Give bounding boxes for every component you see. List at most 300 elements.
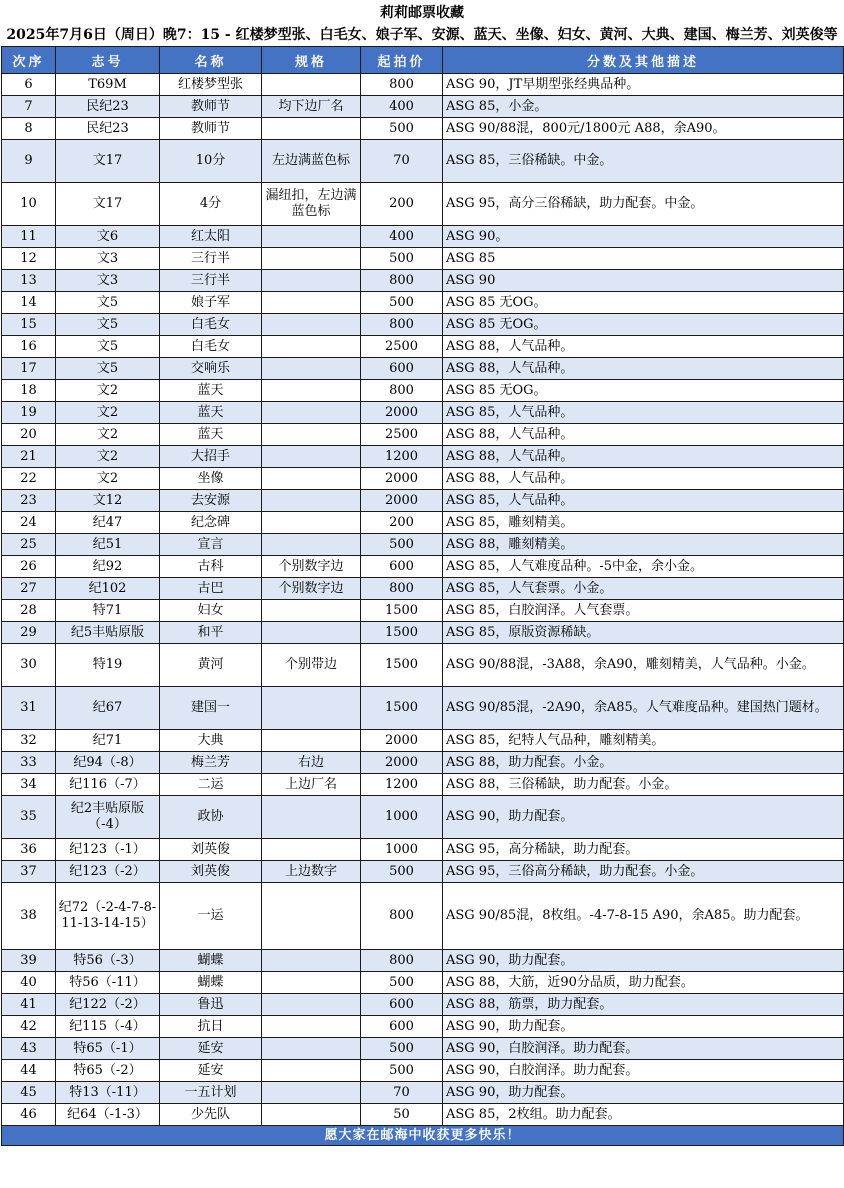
lot-description: ASG 90: [443, 270, 844, 292]
table-row: [2, 796, 844, 839]
lot-code: 文3: [56, 248, 160, 270]
lot-start-price: 800: [361, 314, 443, 336]
column-header-name: 名称: [160, 47, 262, 74]
column-header-spec: 规格: [262, 47, 361, 74]
lot-number: 9: [2, 140, 56, 183]
lot-number: 41: [2, 994, 56, 1016]
table-row: [2, 1060, 844, 1082]
lot-number: 31: [2, 687, 56, 730]
lot-description: ASG 90，白胶润泽。助力配套。: [443, 1060, 844, 1082]
lot-start-price: 800: [361, 380, 443, 402]
table-row: [2, 600, 844, 622]
lot-description: ASG 88，雕刻精美。: [443, 534, 844, 556]
lot-code: 纪92: [56, 556, 160, 578]
lot-name: 妇女: [160, 600, 262, 622]
lot-name: 宣言: [160, 534, 262, 556]
lot-description: ASG 85 无OG。: [443, 380, 844, 402]
lot-code: 特56（-11）: [56, 972, 160, 994]
lot-spec: [262, 1082, 361, 1104]
lot-number: 45: [2, 1082, 56, 1104]
lot-start-price: 800: [361, 950, 443, 972]
lot-number: 42: [2, 1016, 56, 1038]
lot-start-price: 800: [361, 74, 443, 96]
lot-start-price: 500: [361, 292, 443, 314]
table-row: [2, 314, 844, 336]
lot-code: 文2: [56, 468, 160, 490]
lot-spec: [262, 402, 361, 424]
lot-name: 延安: [160, 1038, 262, 1060]
lot-start-price: 2500: [361, 424, 443, 446]
table-row: [2, 248, 844, 270]
table-row: [2, 972, 844, 994]
lot-code: 文17: [56, 183, 160, 226]
table-row: [2, 74, 844, 96]
lot-spec: [262, 380, 361, 402]
lot-description: ASG 85，纪特人气品种，雕刻精美。: [443, 730, 844, 752]
lot-spec: [262, 446, 361, 468]
lot-code: 民纪23: [56, 118, 160, 140]
lot-number: 34: [2, 774, 56, 796]
lot-code: 特65（-1）: [56, 1038, 160, 1060]
table-row: [2, 292, 844, 314]
lot-name: 延安: [160, 1060, 262, 1082]
lot-spec: [262, 839, 361, 861]
lot-code: 文5: [56, 336, 160, 358]
lot-number: 14: [2, 292, 56, 314]
lot-code: 纪122（-2）: [56, 994, 160, 1016]
lot-number: 16: [2, 336, 56, 358]
lot-name: 蝴蝶: [160, 972, 262, 994]
lot-name: 蓝天: [160, 424, 262, 446]
sheet-subtitle: 2025年7月6日（周日）晚7：15 - 红楼梦型张、白毛女、娘子军、安源、蓝天、坐像、妇女、黄河、大典、建国、梅兰芳、刘英俊等: [6, 27, 838, 43]
lot-description: ASG 85 无OG。: [443, 314, 844, 336]
lot-number: 37: [2, 861, 56, 883]
lot-start-price: 70: [361, 140, 443, 183]
lot-number: 28: [2, 600, 56, 622]
lot-name: 娘子军: [160, 292, 262, 314]
column-header-price: 起拍价: [361, 47, 443, 74]
lot-spec: [262, 468, 361, 490]
table-row: [2, 183, 844, 226]
lot-number: 26: [2, 556, 56, 578]
table-row: [2, 96, 844, 118]
lot-start-price: 70: [361, 1082, 443, 1104]
lot-spec: [262, 1038, 361, 1060]
lot-number: 17: [2, 358, 56, 380]
lot-number: 21: [2, 446, 56, 468]
lot-name: 少先队: [160, 1104, 262, 1126]
lot-code: 文2: [56, 402, 160, 424]
lot-code: 纪67: [56, 687, 160, 730]
lot-description: ASG 85，人气品种。: [443, 490, 844, 512]
lot-code: 文5: [56, 292, 160, 314]
table-row: [2, 578, 844, 600]
lot-description: ASG 90，助力配套。: [443, 1016, 844, 1038]
lot-description: ASG 85，人气套票。小金。: [443, 578, 844, 600]
lot-description: ASG 88，人气品种。: [443, 446, 844, 468]
lot-code: 民纪23: [56, 96, 160, 118]
lot-number: 20: [2, 424, 56, 446]
lot-start-price: 2000: [361, 402, 443, 424]
table-row: [2, 512, 844, 534]
lot-number: 15: [2, 314, 56, 336]
lot-start-price: 1500: [361, 644, 443, 687]
lot-start-price: 400: [361, 226, 443, 248]
table-row: [2, 270, 844, 292]
lot-name: 蓝天: [160, 402, 262, 424]
lot-start-price: 1500: [361, 622, 443, 644]
lot-spec: [262, 883, 361, 950]
lot-code: 纪51: [56, 534, 160, 556]
lot-number: 19: [2, 402, 56, 424]
lot-name: 教师节: [160, 96, 262, 118]
lot-description: ASG 95，三俗高分稀缺，助力配套。小金。: [443, 861, 844, 883]
lot-start-price: 500: [361, 861, 443, 883]
lot-number: 25: [2, 534, 56, 556]
lot-name: 和平: [160, 622, 262, 644]
lot-number: 36: [2, 839, 56, 861]
lot-code: 纪5丰贴原版: [56, 622, 160, 644]
lot-start-price: 200: [361, 512, 443, 534]
table-row: [2, 402, 844, 424]
column-header-desc: 分数及其他描述: [443, 47, 844, 74]
lot-start-price: 2000: [361, 730, 443, 752]
lot-code: 纪116（-7）: [56, 774, 160, 796]
lot-code: 特13（-11）: [56, 1082, 160, 1104]
lot-description: ASG 95，高分三俗稀缺，助力配套。中金。: [443, 183, 844, 226]
lot-code: 纪115（-4）: [56, 1016, 160, 1038]
lot-description: ASG 90，白胶润泽。助力配套。: [443, 1038, 844, 1060]
lot-start-price: 1000: [361, 796, 443, 839]
lot-start-price: 500: [361, 118, 443, 140]
lot-description: ASG 88，人气品种。: [443, 336, 844, 358]
lot-name: 4分: [160, 183, 262, 226]
table-row: [2, 1038, 844, 1060]
lot-name: 黄河: [160, 644, 262, 687]
lot-spec: [262, 1016, 361, 1038]
lot-code: 纪94（-8）: [56, 752, 160, 774]
lot-spec: [262, 490, 361, 512]
lot-name: 古科: [160, 556, 262, 578]
column-header-no: 次序: [2, 47, 56, 74]
lot-number: 39: [2, 950, 56, 972]
lot-description: ASG 90，助力配套。: [443, 950, 844, 972]
lot-spec: [262, 74, 361, 96]
lot-number: 18: [2, 380, 56, 402]
table-row: [2, 380, 844, 402]
lot-start-price: 800: [361, 270, 443, 292]
lot-name: 大典: [160, 730, 262, 752]
lot-description: ASG 88，人气品种。: [443, 358, 844, 380]
lot-code: T69M: [56, 74, 160, 96]
lot-number: 40: [2, 972, 56, 994]
lot-spec: [262, 796, 361, 839]
lot-description: ASG 88，大筋，近90分品质，助力配套。: [443, 972, 844, 994]
lot-number: 23: [2, 490, 56, 512]
lot-start-price: 600: [361, 1016, 443, 1038]
lot-spec: [262, 972, 361, 994]
lot-description: ASG 90，助力配套。: [443, 1082, 844, 1104]
footer-row: [2, 1126, 844, 1146]
table-row: [2, 774, 844, 796]
table-row: [2, 1082, 844, 1104]
lot-description: ASG 90/88混，800元/1800元 A88，余A90。: [443, 118, 844, 140]
lot-code: 文5: [56, 314, 160, 336]
lot-spec: [262, 226, 361, 248]
lot-name: 蓝天: [160, 380, 262, 402]
lot-name: 白毛女: [160, 314, 262, 336]
lot-description: ASG 88，筋票，助力配套。: [443, 994, 844, 1016]
lot-start-price: 200: [361, 183, 443, 226]
lot-description: ASG 85，三俗稀缺。中金。: [443, 140, 844, 183]
lot-spec: [262, 950, 361, 972]
lot-name: 二运: [160, 774, 262, 796]
table-header-row: [2, 47, 844, 74]
lot-start-price: 1200: [361, 774, 443, 796]
table-row: [2, 644, 844, 687]
lot-description: ASG 90。: [443, 226, 844, 248]
lot-description: ASG 90/85混，-2A90，余A85。人气难度品种。建国热门题材。: [443, 687, 844, 730]
lot-spec: 个别数字边: [262, 556, 361, 578]
lot-spec: [262, 1060, 361, 1082]
lot-number: 24: [2, 512, 56, 534]
lot-start-price: 800: [361, 578, 443, 600]
table-row: [2, 140, 844, 183]
lot-start-price: 1000: [361, 839, 443, 861]
table-row: [2, 861, 844, 883]
lot-code: 文6: [56, 226, 160, 248]
lot-spec: [262, 512, 361, 534]
lot-name: 去安源: [160, 490, 262, 512]
lot-code: 纪123（-2）: [56, 861, 160, 883]
lot-number: 12: [2, 248, 56, 270]
lot-name: 教师节: [160, 118, 262, 140]
lot-start-price: 2500: [361, 336, 443, 358]
table-row: [2, 1104, 844, 1126]
lot-code: 文12: [56, 490, 160, 512]
lot-description: ASG 90，助力配套。: [443, 796, 844, 839]
lot-spec: [262, 358, 361, 380]
lot-name: 白毛女: [160, 336, 262, 358]
lot-name: 抗日: [160, 1016, 262, 1038]
lot-start-price: 500: [361, 1060, 443, 1082]
lot-start-price: 1200: [361, 446, 443, 468]
table-row: [2, 839, 844, 861]
footer-message: 愿大家在邮海中收获更多快乐！: [2, 1126, 844, 1146]
table-row: [2, 226, 844, 248]
table-row: [2, 556, 844, 578]
lot-name: 红楼梦型张: [160, 74, 262, 96]
lot-spec: 均下边厂名: [262, 96, 361, 118]
lot-spec: 个别数字边: [262, 578, 361, 600]
lot-start-price: 2000: [361, 468, 443, 490]
lot-start-price: 600: [361, 994, 443, 1016]
lot-start-price: 800: [361, 883, 443, 950]
lot-name: 坐像: [160, 468, 262, 490]
table-row: [2, 883, 844, 950]
lot-description: ASG 88，三俗稀缺，助力配套。小金。: [443, 774, 844, 796]
sheet-title: 莉莉邮票收藏: [380, 5, 464, 21]
lot-code: 特71: [56, 600, 160, 622]
lot-name: 梅兰芳: [160, 752, 262, 774]
lot-code: 特65（-2）: [56, 1060, 160, 1082]
lot-name: 刘英俊: [160, 839, 262, 861]
lot-start-price: 50: [361, 1104, 443, 1126]
lot-spec: 上边数字: [262, 861, 361, 883]
lot-number: 11: [2, 226, 56, 248]
table-row: [2, 446, 844, 468]
lot-spec: 上边厂名: [262, 774, 361, 796]
lot-name: 红太阳: [160, 226, 262, 248]
lot-spec: 右边: [262, 752, 361, 774]
lot-code: 纪64（-1-3）: [56, 1104, 160, 1126]
table-row: [2, 687, 844, 730]
lot-spec: [262, 1104, 361, 1126]
lot-number: 29: [2, 622, 56, 644]
lot-code: 文3: [56, 270, 160, 292]
lot-number: 38: [2, 883, 56, 950]
lot-start-price: 500: [361, 248, 443, 270]
table-row: [2, 490, 844, 512]
lot-code: 纪71: [56, 730, 160, 752]
lot-spec: [262, 994, 361, 1016]
lot-name: 纪念碑: [160, 512, 262, 534]
lot-spec: 左边满蓝色标: [262, 140, 361, 183]
lot-description: ASG 88，人气品种。: [443, 468, 844, 490]
lot-spec: [262, 600, 361, 622]
lot-spec: [262, 118, 361, 140]
lot-table: [1, 46, 844, 1146]
table-row: [2, 730, 844, 752]
lot-description: ASG 85，白胶润泽。人气套票。: [443, 600, 844, 622]
table-row: [2, 950, 844, 972]
lot-spec: [262, 292, 361, 314]
table-row: [2, 994, 844, 1016]
lot-description: ASG 90/88混，-3A88，余A90，雕刻精美，人气品种。小金。: [443, 644, 844, 687]
lot-number: 33: [2, 752, 56, 774]
lot-spec: [262, 622, 361, 644]
lot-start-price: 500: [361, 1038, 443, 1060]
table-row: [2, 752, 844, 774]
lot-name: 三行半: [160, 248, 262, 270]
lot-spec: [262, 534, 361, 556]
lot-code: 纪102: [56, 578, 160, 600]
lot-code: 特19: [56, 644, 160, 687]
table-row: [2, 468, 844, 490]
lot-description: ASG 85，雕刻精美。: [443, 512, 844, 534]
lot-number: 27: [2, 578, 56, 600]
lot-start-price: 500: [361, 534, 443, 556]
lot-spec: [262, 687, 361, 730]
lot-rows: [2, 74, 844, 1126]
lot-code: 纪72（-2-4-7-8-11-13-14-15）: [56, 883, 160, 950]
lot-code: 纪2丰贴原版（-4）: [56, 796, 160, 839]
lot-start-price: 400: [361, 96, 443, 118]
lot-description: ASG 85: [443, 248, 844, 270]
lot-number: 32: [2, 730, 56, 752]
lot-code: 特56（-3）: [56, 950, 160, 972]
lot-name: 三行半: [160, 270, 262, 292]
lot-spec: 漏纽扣，左边满蓝色标: [262, 183, 361, 226]
lot-code: 文2: [56, 446, 160, 468]
lot-code: 纪123（-1）: [56, 839, 160, 861]
lot-name: 鲁迅: [160, 994, 262, 1016]
lot-name: 10分: [160, 140, 262, 183]
lot-number: 46: [2, 1104, 56, 1126]
lot-name: 一五计划: [160, 1082, 262, 1104]
lot-description: ASG 85，小金。: [443, 96, 844, 118]
lot-number: 10: [2, 183, 56, 226]
lot-spec: [262, 730, 361, 752]
lot-spec: [262, 424, 361, 446]
lot-number: 43: [2, 1038, 56, 1060]
lot-number: 7: [2, 96, 56, 118]
lot-code: 文2: [56, 380, 160, 402]
lot-description: ASG 85 无OG。: [443, 292, 844, 314]
lot-spec: 个别带边: [262, 644, 361, 687]
lot-start-price: 1500: [361, 600, 443, 622]
lot-name: 蝴蝶: [160, 950, 262, 972]
lot-description: ASG 88，助力配套。小金。: [443, 752, 844, 774]
lot-description: ASG 90，JT早期型张经典品种。: [443, 74, 844, 96]
table-row: [2, 534, 844, 556]
lot-description: ASG 90/85混，8枚组。-4-7-8-15 A90，余A85。助力配套。: [443, 883, 844, 950]
lot-code: 文5: [56, 358, 160, 380]
lot-number: 30: [2, 644, 56, 687]
table-row: [2, 1016, 844, 1038]
lot-name: 政协: [160, 796, 262, 839]
lot-name: 古巴: [160, 578, 262, 600]
lot-code: 文17: [56, 140, 160, 183]
lot-spec: [262, 314, 361, 336]
lot-description: ASG 85，人气难度品种。-5中金，余小金。: [443, 556, 844, 578]
lot-number: 13: [2, 270, 56, 292]
lot-start-price: 600: [361, 556, 443, 578]
lot-name: 大招手: [160, 446, 262, 468]
lot-description: ASG 85，人气品种。: [443, 402, 844, 424]
lot-start-price: 2000: [361, 490, 443, 512]
table-row: [2, 358, 844, 380]
lot-start-price: 1500: [361, 687, 443, 730]
lot-start-price: 600: [361, 358, 443, 380]
lot-number: 44: [2, 1060, 56, 1082]
lot-name: 建国一: [160, 687, 262, 730]
table-row: [2, 118, 844, 140]
lot-name: 交响乐: [160, 358, 262, 380]
lot-number: 8: [2, 118, 56, 140]
table-row: [2, 336, 844, 358]
table-row: [2, 622, 844, 644]
lot-description: ASG 85，2枚组。助力配套。: [443, 1104, 844, 1126]
lot-spec: [262, 270, 361, 292]
lot-number: 6: [2, 74, 56, 96]
table-row: [2, 424, 844, 446]
lot-code: 纪47: [56, 512, 160, 534]
lot-spec: [262, 248, 361, 270]
lot-name: 刘英俊: [160, 861, 262, 883]
lot-code: 文2: [56, 424, 160, 446]
lot-name: 一运: [160, 883, 262, 950]
lot-number: 35: [2, 796, 56, 839]
lot-number: 22: [2, 468, 56, 490]
lot-description: ASG 95，高分稀缺，助力配套。: [443, 839, 844, 861]
lot-description: ASG 88，人气品种。: [443, 424, 844, 446]
lot-spec: [262, 336, 361, 358]
lot-start-price: 2000: [361, 752, 443, 774]
lot-start-price: 500: [361, 972, 443, 994]
lot-description: ASG 85，原版资源稀缺。: [443, 622, 844, 644]
column-header-code: 志号: [56, 47, 160, 74]
